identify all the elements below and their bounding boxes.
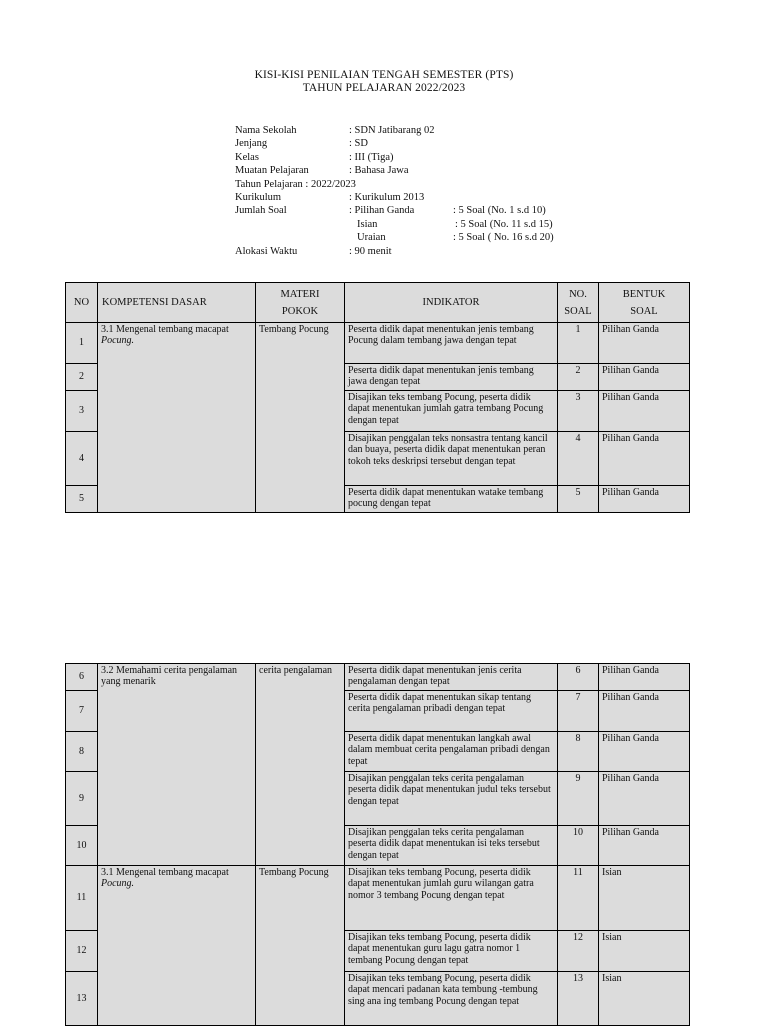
header-indikator: INDIKATOR bbox=[345, 283, 558, 323]
kisi-table-1 bbox=[65, 282, 690, 513]
no-soal-cell: 8 bbox=[558, 732, 599, 772]
bentuk-soal-cell: Pilihan Ganda bbox=[599, 486, 690, 513]
bentuk-soal-cell: Isian bbox=[599, 931, 690, 972]
meta-label: Kurikulum bbox=[235, 191, 282, 203]
meta-sub-value: : 5 Soal ( No. 16 s.d 20) bbox=[453, 232, 554, 244]
header-text: SOAL bbox=[564, 305, 592, 317]
meta-label: Alokasi Waktu bbox=[235, 245, 298, 257]
row-number: 8 bbox=[66, 732, 98, 772]
indikator-cell: Peserta didik dapat menentukan jenis cerita pengalaman dengan tepat bbox=[345, 664, 558, 691]
bentuk-soal-cell: Isian bbox=[599, 866, 690, 931]
kd-text: 3.1 Mengenal tembang macapat bbox=[101, 867, 229, 878]
meta-sub-value: : 5 Soal (No. 1 s.d 10) bbox=[453, 205, 546, 217]
no-soal-cell: 5 bbox=[558, 486, 599, 513]
meta-value: : III (Tiga) bbox=[349, 151, 394, 163]
table-row bbox=[66, 866, 690, 931]
indikator-cell: Peserta didik dapat menentukan langkah awal dalam membuat cerita pengalaman pribadi dengan tepat bbox=[345, 732, 558, 772]
no-soal-cell: 7 bbox=[558, 691, 599, 732]
bentuk-soal-cell: Pilihan Ganda bbox=[599, 364, 690, 391]
indikator-cell: Disajikan penggalan teks cerita pengalaman peserta didik dapat menentukan judul teks tersebut dengan tepat bbox=[345, 772, 558, 826]
no-soal-cell: 4 bbox=[558, 432, 599, 486]
meta-value: : 90 menit bbox=[349, 245, 392, 257]
header-materi-pokok bbox=[256, 283, 345, 323]
bentuk-soal-cell: Pilihan Ganda bbox=[599, 664, 690, 691]
table-row bbox=[66, 664, 690, 691]
meta-value: Uraian bbox=[357, 232, 386, 244]
meta-label: Kelas bbox=[235, 151, 259, 163]
meta-value: : Pilihan Ganda bbox=[349, 205, 415, 217]
header-bentuk-soal bbox=[599, 283, 690, 323]
kompetensi-dasar-cell bbox=[98, 323, 256, 513]
meta-label: Jenjang bbox=[235, 138, 268, 150]
header-kompetensi-dasar: KOMPETENSI DASAR bbox=[98, 283, 256, 323]
no-soal-cell: 2 bbox=[558, 364, 599, 391]
row-number: 4 bbox=[66, 432, 98, 486]
no-soal-cell: 1 bbox=[558, 323, 599, 364]
row-number: 2 bbox=[66, 364, 98, 391]
header-text: MATERI bbox=[280, 288, 320, 300]
kompetensi-dasar-cell: 3.2 Memahami cerita pengalaman yang menarik bbox=[98, 664, 256, 866]
no-soal-cell: 13 bbox=[558, 972, 599, 1026]
meta-label: Nama Sekolah bbox=[235, 125, 297, 136]
no-soal-cell: 11 bbox=[558, 866, 599, 931]
no-soal-cell: 12 bbox=[558, 931, 599, 972]
header-no: NO bbox=[66, 283, 98, 323]
kisi-table-2 bbox=[65, 663, 690, 1026]
row-number: 5 bbox=[66, 486, 98, 513]
bentuk-soal-cell: Pilihan Ganda bbox=[599, 432, 690, 486]
indikator-cell: Disajikan penggalan teks nonsastra tentang kancil dan buaya, peserta didik dapat menentukan peran tokoh teks deskripsi tersebut dengan tepat bbox=[345, 432, 558, 486]
no-soal-cell: 6 bbox=[558, 664, 599, 691]
row-number: 12 bbox=[66, 931, 98, 972]
row-number: 11 bbox=[66, 866, 98, 931]
no-soal-cell: 9 bbox=[558, 772, 599, 826]
meta-value: : Kurikulum 2013 bbox=[349, 191, 425, 203]
meta-label: Muatan Pelajaran bbox=[235, 165, 309, 177]
row-number: 9 bbox=[66, 772, 98, 826]
table-row bbox=[66, 323, 690, 364]
kd-italic-text: Pocung. bbox=[101, 335, 135, 347]
row-number: 10 bbox=[66, 826, 98, 866]
indikator-cell: Disajikan teks tembang Pocung, peserta didik dapat menentukan jumlah guru wilangan gatra nomor 3 tembang Pocung dengan tepat bbox=[345, 866, 558, 931]
document-subtitle: TAHUN PELAJARAN 2022/2023 bbox=[302, 82, 466, 94]
bentuk-soal-cell: Pilihan Ganda bbox=[599, 732, 690, 772]
header-no-soal bbox=[558, 283, 599, 323]
bentuk-soal-cell: Pilihan Ganda bbox=[599, 772, 690, 826]
meta-label: Jumlah Soal bbox=[235, 205, 287, 217]
header-text: NO. bbox=[569, 288, 587, 300]
row-number: 13 bbox=[66, 972, 98, 1026]
header-text: POKOK bbox=[281, 305, 319, 317]
bentuk-soal-cell: Pilihan Ganda bbox=[599, 323, 690, 364]
bentuk-soal-cell: Pilihan Ganda bbox=[599, 826, 690, 866]
kompetensi-dasar-cell bbox=[98, 866, 256, 1026]
indikator-cell: Disajikan penggalan teks cerita pengalaman peserta didik dapat menentukan isi teks tersebut dengan tepat bbox=[345, 826, 558, 866]
meta-text: Tahun Pelajaran : 2022/2023 bbox=[235, 178, 356, 190]
no-soal-cell: 3 bbox=[558, 391, 599, 432]
indikator-cell: Disajikan teks tembang Pocung, peserta didik dapat menentukan jumlah gatra tembang Pocung dengan tepat bbox=[345, 391, 558, 432]
indikator-cell: Disajikan teks tembang Pocung, peserta didik dapat menentukan guru lagu gatra nomor 1 tembang Pocung dengan tepat bbox=[345, 931, 558, 972]
meta-value: : SD bbox=[349, 138, 368, 150]
meta-value: : SDN Jatibarang 02 bbox=[349, 125, 435, 136]
indikator-cell: Disajikan teks tembang Pocung, peserta didik dapat mencari padanan kata tembung -tembung sing ana ing tembang Pocung dengan tepat bbox=[345, 972, 558, 1026]
meta-sub-value: : 5 Soal (No. 11 s.d 15) bbox=[455, 218, 553, 230]
bentuk-soal-cell: Pilihan Ganda bbox=[599, 691, 690, 732]
row-number: 3 bbox=[66, 391, 98, 432]
row-number: 7 bbox=[66, 691, 98, 732]
table-header-row bbox=[66, 283, 690, 323]
materi-pokok-cell: cerita pengalaman bbox=[256, 664, 345, 866]
indikator-cell: Peserta didik dapat menentukan jenis tembang jawa dengan tepat bbox=[345, 364, 558, 391]
bentuk-soal-cell: Pilihan Ganda bbox=[599, 391, 690, 432]
header-text: BENTUK bbox=[622, 288, 666, 300]
document-title: KISI-KISI PENILAIAN TENGAH SEMESTER (PTS) bbox=[254, 69, 514, 81]
materi-pokok-cell: Tembang Pocung bbox=[256, 866, 345, 1026]
indikator-cell: Peserta didik dapat menentukan jenis tembang Pocung dalam tembang jawa dengan tepat bbox=[345, 323, 558, 364]
row-number: 6 bbox=[66, 664, 98, 691]
indikator-cell: Peserta didik dapat menentukan sikap tentang cerita pengalaman pribadi dengan tepat bbox=[345, 691, 558, 732]
meta-value: Isian bbox=[357, 218, 378, 230]
no-soal-cell: 10 bbox=[558, 826, 599, 866]
header-text: SOAL bbox=[630, 305, 658, 317]
bentuk-soal-cell: Isian bbox=[599, 972, 690, 1026]
row-number: 1 bbox=[66, 323, 98, 364]
kd-text: 3.1 Mengenal tembang macapat bbox=[101, 324, 229, 335]
indikator-cell: Peserta didik dapat menentukan watake tembang pocung dengan tepat bbox=[345, 486, 558, 513]
kd-italic-text: Pocung. bbox=[101, 878, 135, 890]
meta-value: : Bahasa Jawa bbox=[349, 165, 409, 177]
materi-pokok-cell: Tembang Pocung bbox=[256, 323, 345, 513]
